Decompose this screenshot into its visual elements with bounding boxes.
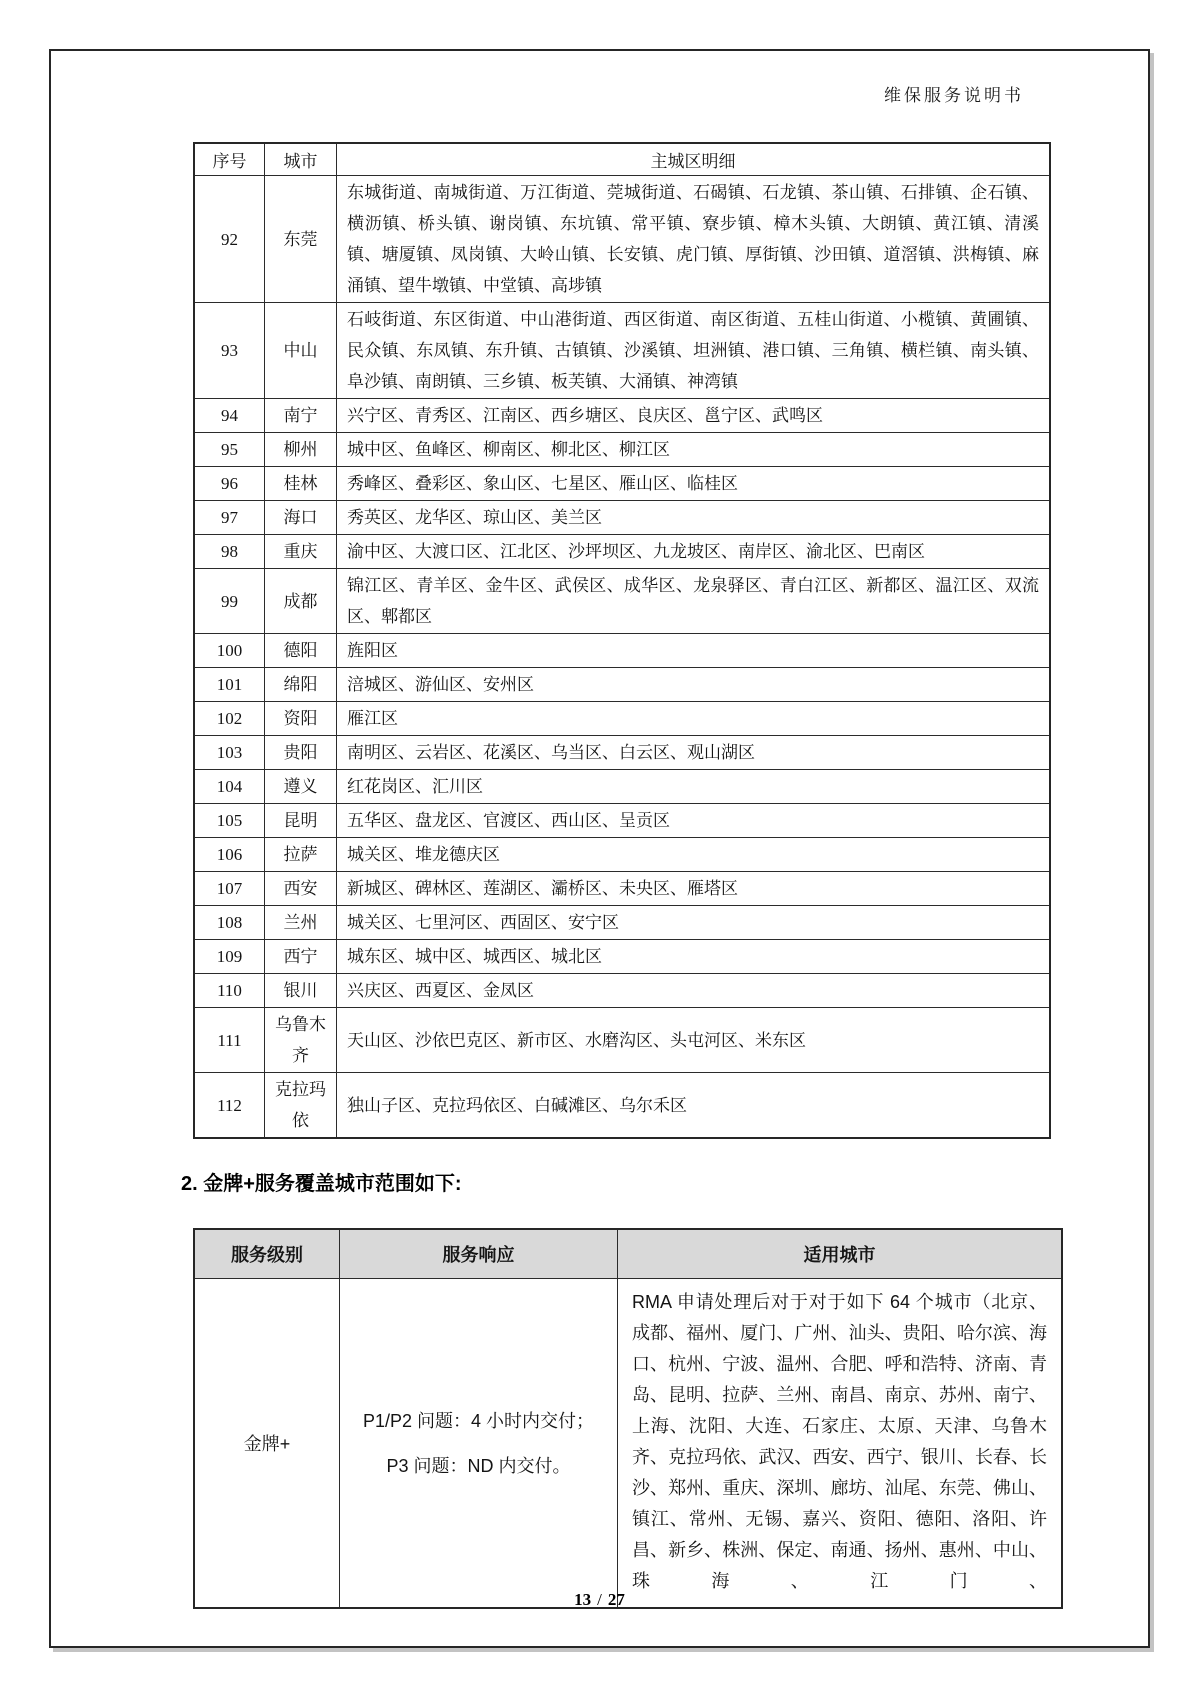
row-index-cell: 103 [194, 736, 265, 770]
city-name-cell: 拉萨 [265, 838, 337, 872]
row-index-cell: 109 [194, 940, 265, 974]
city-districts-table [193, 142, 1051, 1139]
city-table-row [194, 535, 1050, 569]
service-level-cell: 金牌+ [194, 1279, 340, 1609]
city-table-row [194, 804, 1050, 838]
row-index-cell: 93 [194, 303, 265, 399]
row-index-cell: 92 [194, 176, 265, 303]
city-name-cell: 南宁 [265, 399, 337, 433]
column-header-index: 序号 [194, 143, 265, 176]
districts-cell: 雁江区 [337, 702, 1051, 736]
districts-cell: 东城街道、南城街道、万江街道、莞城街道、石碣镇、石龙镇、茶山镇、石排镇、企石镇、横沥镇、桥头镇、谢岗镇、东坑镇、常平镇、寮步镇、樟木头镇、大朗镇、黄江镇、清溪镇、塘厦镇、凤岗镇、大岭山镇、长安镇、虎门镇、厚街镇、沙田镇、道滘镇、洪梅镇、麻涌镇、望牛墩镇、中堂镇、高埗镇 [337, 176, 1051, 303]
city-name-cell: 西安 [265, 872, 337, 906]
districts-table-body [194, 176, 1050, 1139]
districts-cell: 渝中区、大渡口区、江北区、沙坪坝区、九龙坡区、南岸区、渝北区、巴南区 [337, 535, 1051, 569]
city-table-row [194, 1008, 1050, 1073]
city-table-row [194, 736, 1050, 770]
column-header-districts: 主城区明细 [337, 143, 1051, 176]
city-name-cell: 柳州 [265, 433, 337, 467]
row-index-cell: 99 [194, 569, 265, 634]
row-index-cell: 112 [194, 1073, 265, 1139]
row-index-cell: 107 [194, 872, 265, 906]
districts-cell: 天山区、沙依巴克区、新市区、水磨沟区、头屯河区、米东区 [337, 1008, 1051, 1073]
column-header-applicable-city: 适用城市 [618, 1229, 1063, 1279]
page-footer [51, 1590, 1148, 1610]
row-index-cell: 95 [194, 433, 265, 467]
city-name-cell: 绵阳 [265, 668, 337, 702]
districts-cell: 锦江区、青羊区、金牛区、武侯区、成华区、龙泉驿区、青白江区、新都区、温江区、双流区、郫都区 [337, 569, 1051, 634]
row-index-cell: 96 [194, 467, 265, 501]
column-header-city: 城市 [265, 143, 337, 176]
city-table-row [194, 668, 1050, 702]
row-index-cell: 100 [194, 634, 265, 668]
page-number-separator: / [597, 1590, 602, 1609]
document-header-title: 维保服务说明书 [884, 86, 1024, 105]
city-table-row [194, 634, 1050, 668]
city-name-cell: 东莞 [265, 176, 337, 303]
row-index-cell: 111 [194, 1008, 265, 1073]
districts-cell: 秀峰区、叠彩区、象山区、七星区、雁山区、临桂区 [337, 467, 1051, 501]
row-index-cell: 106 [194, 838, 265, 872]
districts-table-header-row [194, 143, 1050, 176]
row-index-cell: 110 [194, 974, 265, 1008]
districts-cell: 五华区、盘龙区、官渡区、西山区、呈贡区 [337, 804, 1051, 838]
city-name-cell: 中山 [265, 303, 337, 399]
city-name-cell: 德阳 [265, 634, 337, 668]
applicable-cities-cell: RMA 申请处理后对于对于如下 64 个城市（北京、成都、福州、厦门、广州、汕头、贵阳、哈尔滨、海口、杭州、宁波、温州、合肥、呼和浩特、济南、青岛、昆明、拉萨、兰州、南昌、南京、苏州、南宁、上海、沈阳、大连、石家庄、太原、天津、乌鲁木齐、克拉玛依、武汉、西安、西宁、银川、长春、长沙、郑州、重庆、深圳、廊坊、汕尾、东莞、佛山、镇江、常州、无锡、嘉兴、资阳、德阳、洛阳、许昌、新乡、株洲、保定、南通、扬州、惠州、中山、珠海、江门、 [618, 1279, 1063, 1609]
districts-cell: 兴宁区、青秀区、江南区、西乡塘区、良庆区、邕宁区、武鸣区 [337, 399, 1051, 433]
page-number-total: 27 [607, 1590, 625, 1609]
row-index-cell: 94 [194, 399, 265, 433]
row-index-cell: 104 [194, 770, 265, 804]
city-name-cell: 克拉玛依 [265, 1073, 337, 1139]
city-name-cell: 乌鲁木齐 [265, 1008, 337, 1073]
city-table-row [194, 433, 1050, 467]
city-name-cell: 西宁 [265, 940, 337, 974]
row-index-cell: 105 [194, 804, 265, 838]
service-table-row [194, 1279, 1062, 1609]
city-table-row [194, 399, 1050, 433]
city-name-cell: 昆明 [265, 804, 337, 838]
column-header-service-level: 服务级别 [194, 1229, 340, 1279]
city-table-row [194, 176, 1050, 303]
districts-cell: 红花岗区、汇川区 [337, 770, 1051, 804]
city-table-row [194, 1073, 1050, 1139]
city-name-cell: 银川 [265, 974, 337, 1008]
districts-cell: 旌阳区 [337, 634, 1051, 668]
city-name-cell: 桂林 [265, 467, 337, 501]
city-table-row [194, 906, 1050, 940]
city-name-cell: 兰州 [265, 906, 337, 940]
districts-cell: 兴庆区、西夏区、金凤区 [337, 974, 1051, 1008]
row-index-cell: 97 [194, 501, 265, 535]
section-heading: 2. 金牌+服务覆盖城市范围如下: [181, 1173, 462, 1195]
city-name-cell: 海口 [265, 501, 337, 535]
districts-cell: 石岐街道、东区街道、中山港街道、西区街道、南区街道、五桂山街道、小榄镇、黄圃镇、民众镇、东凤镇、东升镇、古镇镇、沙溪镇、坦洲镇、港口镇、三角镇、横栏镇、南头镇、阜沙镇、南朗镇、三乡镇、板芙镇、大涌镇、神湾镇 [337, 303, 1051, 399]
column-header-service-response: 服务响应 [340, 1229, 618, 1279]
districts-cell: 独山子区、克拉玛依区、白碱滩区、乌尔禾区 [337, 1073, 1051, 1139]
city-table-row [194, 940, 1050, 974]
page-frame [49, 49, 1150, 1648]
city-name-cell: 成都 [265, 569, 337, 634]
city-name-cell: 贵阳 [265, 736, 337, 770]
districts-cell: 南明区、云岩区、花溪区、乌当区、白云区、观山湖区 [337, 736, 1051, 770]
response-line-2: P3 问题：ND 内交付。 [386, 1455, 571, 1476]
districts-cell: 涪城区、游仙区、安州区 [337, 668, 1051, 702]
row-index-cell: 108 [194, 906, 265, 940]
districts-cell: 新城区、碑林区、莲湖区、灞桥区、未央区、雁塔区 [337, 872, 1051, 906]
city-name-cell: 资阳 [265, 702, 337, 736]
city-table-row [194, 872, 1050, 906]
city-table-row [194, 569, 1050, 634]
service-table-body [194, 1279, 1062, 1609]
districts-cell: 秀英区、龙华区、琼山区、美兰区 [337, 501, 1051, 535]
districts-cell: 城关区、七里河区、西固区、安宁区 [337, 906, 1051, 940]
service-level-table [193, 1228, 1063, 1609]
row-index-cell: 98 [194, 535, 265, 569]
row-index-cell: 101 [194, 668, 265, 702]
city-table-row [194, 303, 1050, 399]
city-table-row [194, 838, 1050, 872]
row-index-cell: 102 [194, 702, 265, 736]
city-table-row [194, 467, 1050, 501]
service-table-header-row [194, 1229, 1062, 1279]
service-response-cell [340, 1279, 618, 1609]
city-table-row [194, 702, 1050, 736]
city-name-cell: 遵义 [265, 770, 337, 804]
city-name-cell: 重庆 [265, 535, 337, 569]
city-table-row [194, 770, 1050, 804]
city-table-row [194, 974, 1050, 1008]
districts-cell: 城东区、城中区、城西区、城北区 [337, 940, 1051, 974]
districts-cell: 城关区、堆龙德庆区 [337, 838, 1051, 872]
page-number-current: 13 [574, 1590, 592, 1609]
city-table-row [194, 501, 1050, 535]
response-line-1: P1/P2 问题：4 小时内交付； [362, 1410, 595, 1431]
districts-cell: 城中区、鱼峰区、柳南区、柳北区、柳江区 [337, 433, 1051, 467]
